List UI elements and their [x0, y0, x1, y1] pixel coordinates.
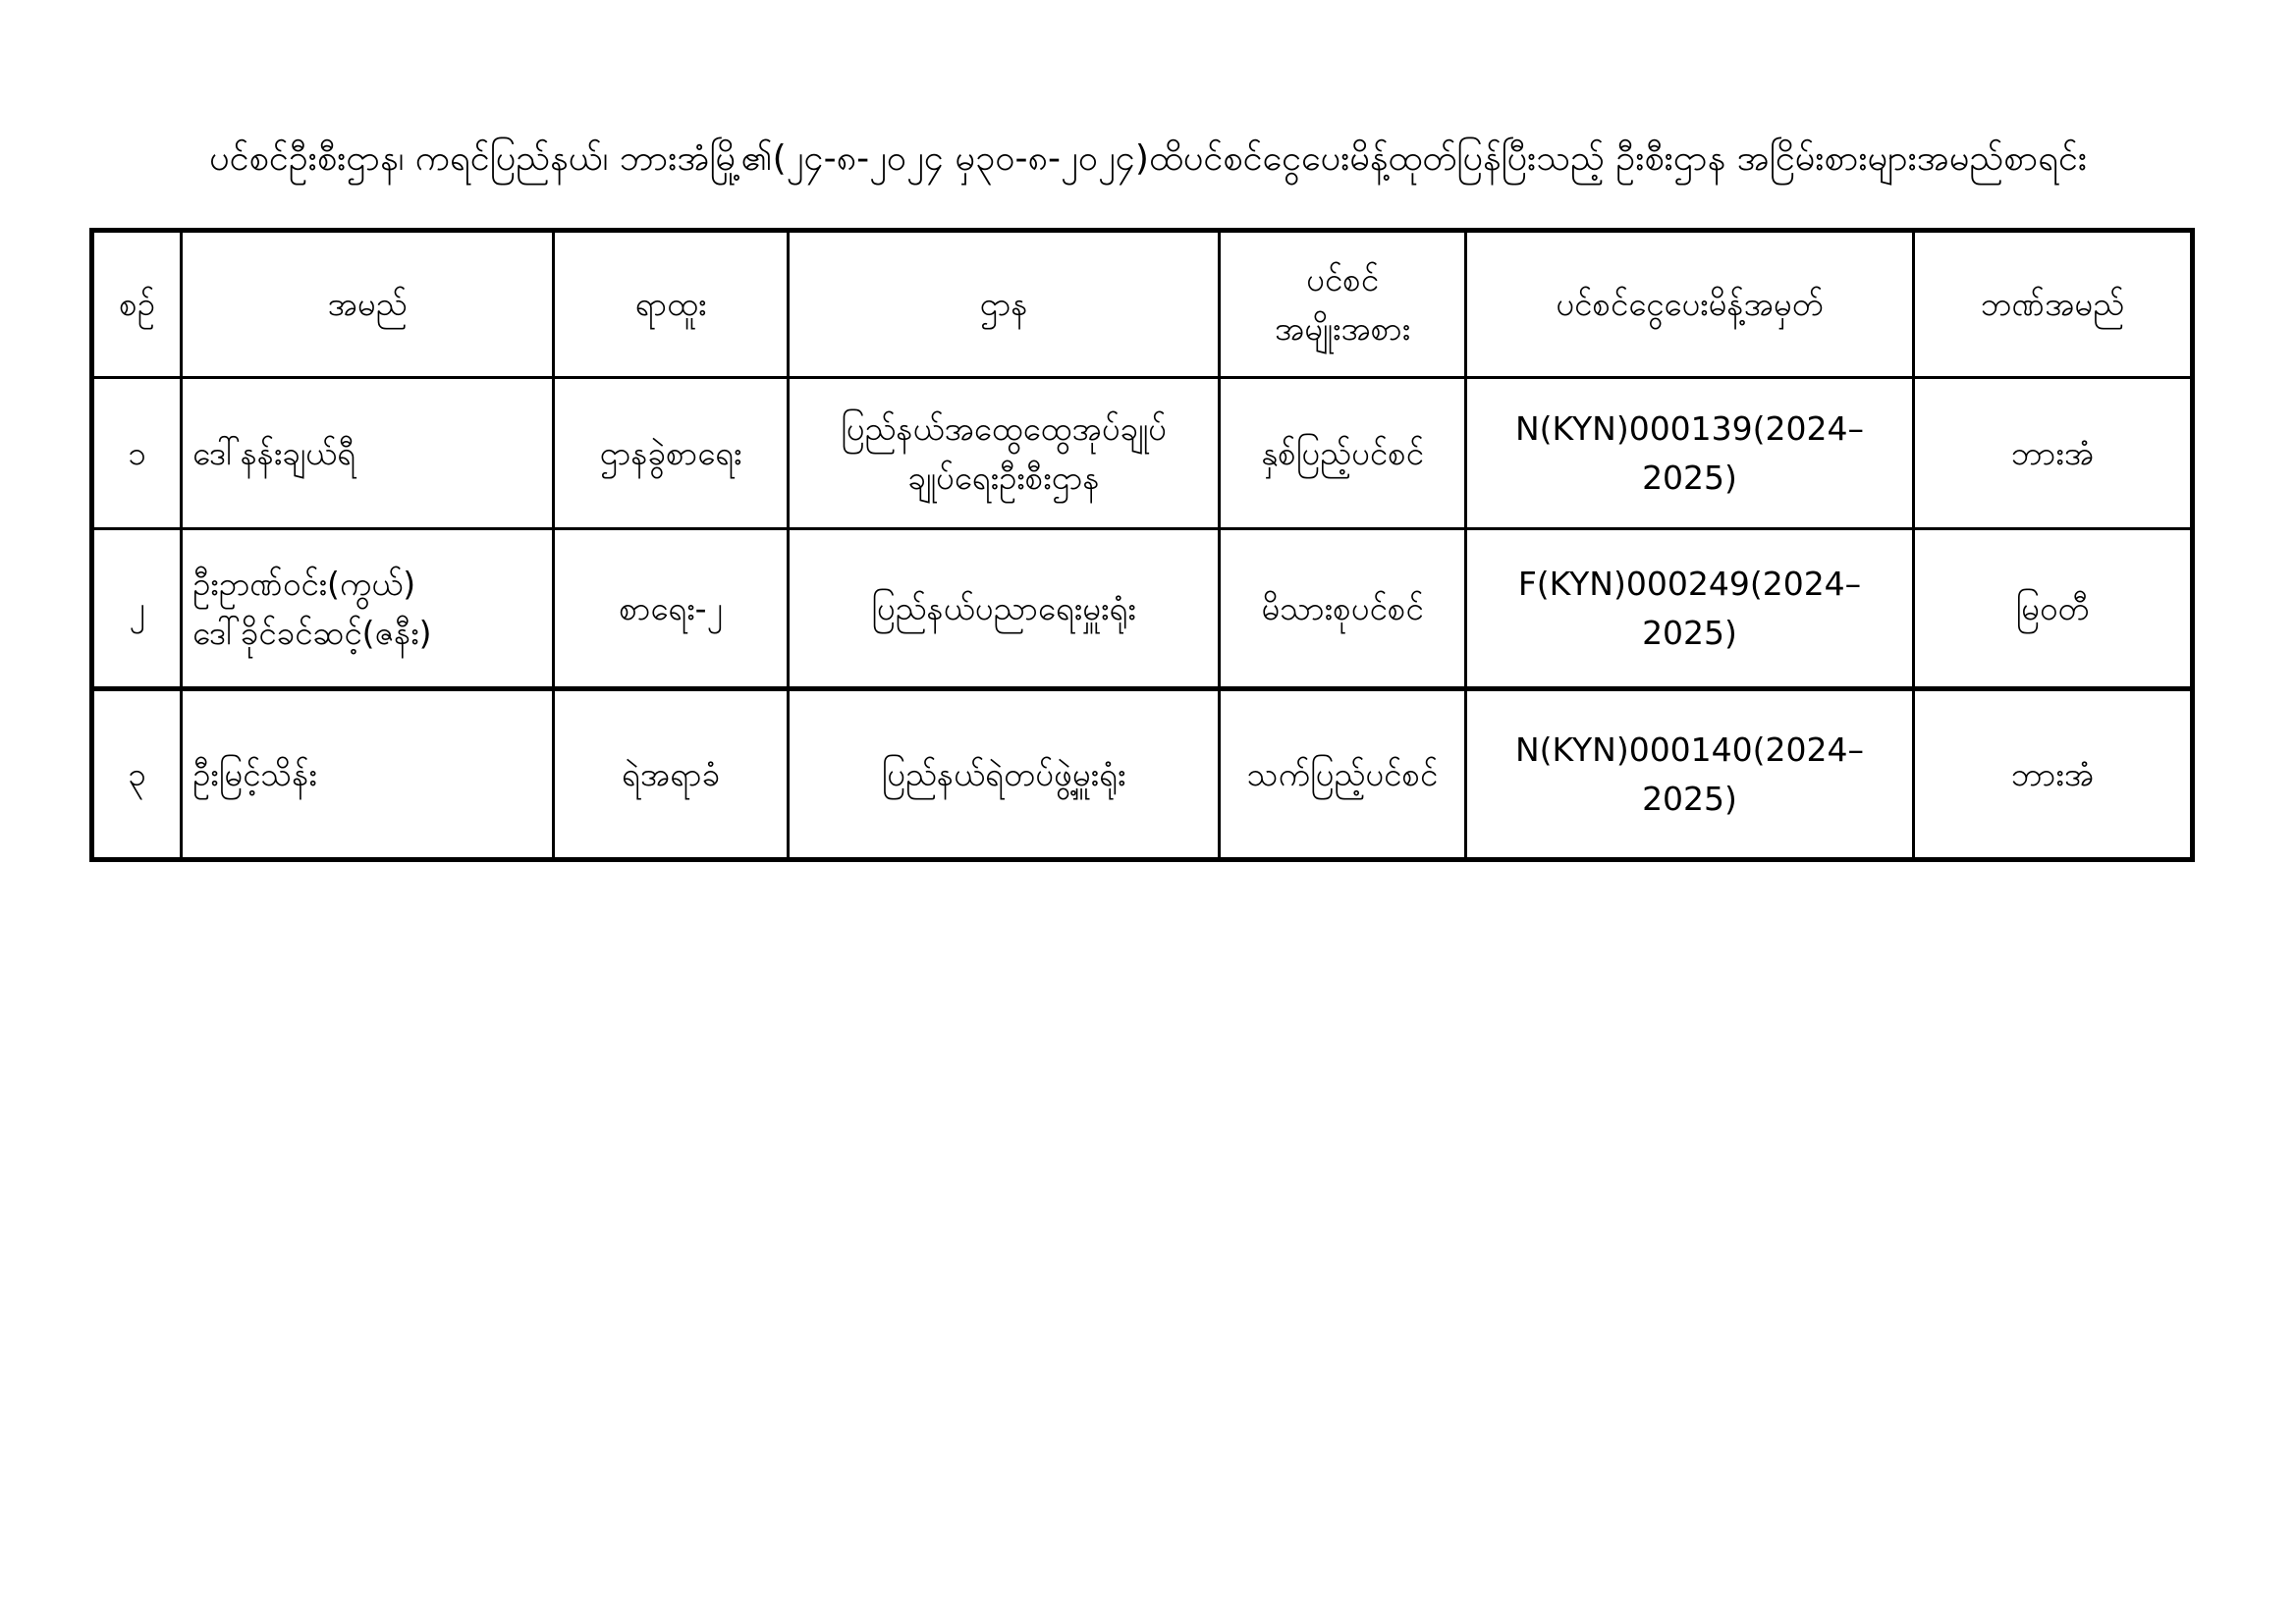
- cell-serial: ၂: [92, 529, 182, 689]
- cell-name-line1: ဦးဥာဏ်ဝင်း(ကွယ်): [192, 564, 416, 603]
- col-rank-header: ရာထူး: [554, 231, 789, 378]
- table-body: [92, 378, 2193, 860]
- cell-pension-type: မိသားစုပင်စင်: [1220, 529, 1466, 689]
- cell-name: [182, 378, 554, 529]
- col-pension-type-header-line2: အမျိုးအစား: [1274, 309, 1411, 348]
- cell-treasury: ဘားအံ: [1914, 689, 2193, 860]
- header-row: [92, 231, 2193, 378]
- cell-name: [182, 529, 554, 689]
- cell-name: [182, 689, 554, 860]
- cell-department: [789, 378, 1220, 529]
- cell-rank: စာရေး-၂: [554, 529, 789, 689]
- cell-order-no: N(KYN)000139(2024–2025): [1466, 378, 1914, 529]
- table-row: [92, 378, 2193, 529]
- cell-name-line1: ဒေါ်နန်းချယ်ရီ: [192, 433, 356, 472]
- cell-serial: ၁: [92, 378, 182, 529]
- cell-name-line2: ဒေါ်ခိုင်ခင်ဆင့်(ဇနီး): [192, 613, 432, 652]
- col-department-header: ဌာန: [789, 231, 1220, 378]
- cell-order-no: F(KYN)000249(2024–2025): [1466, 529, 1914, 689]
- cell-department-line2: ချုပ်ရေးဦးစီးဌာန: [907, 458, 1100, 497]
- cell-pension-type: နှစ်ပြည့်ပင်စင်: [1220, 378, 1466, 529]
- col-order-no-header: ပင်စင်ငွေပေးမိန့်အမှတ်: [1466, 231, 1914, 378]
- col-pension-type-header: [1220, 231, 1466, 378]
- col-treasury-header: ဘဏ်အမည်: [1914, 231, 2193, 378]
- table-row: [92, 529, 2193, 689]
- page-title: ပင်စင်ဦးစီးဌာန၊ ကရင်ပြည်နယ်၊ ဘားအံမြို့၏(၂၄-၈-၂၀၂၄ မှ၃၀-၈-၂၀၂၄)ထိပင်စင်ငွေပေးမိန့်ထုတ်ပြန်ပြီးသည့် ဦးစီးဌာန အငြိမ်းစားများအမည်စာရင်း: [208, 138, 2088, 179]
- cell-pension-type: သက်ပြည့်ပင်စင်: [1220, 689, 1466, 860]
- cell-treasury: မြဝတီ: [1914, 529, 2193, 689]
- cell-rank: ရဲအရာခံ: [554, 689, 789, 860]
- cell-department-line1: ပြည်နယ်ပညာရေးမှူးရုံး: [871, 588, 1136, 627]
- cell-department: [789, 529, 1220, 689]
- cell-treasury: ဘားအံ: [1914, 378, 2193, 529]
- col-pension-type-header-line1: ပင်စင်: [1306, 260, 1379, 298]
- cell-department-line1: ပြည်နယ်အထွေထွေအုပ်ချုပ်: [841, 408, 1167, 448]
- cell-rank: ဌာနခွဲစာရေး: [554, 378, 789, 529]
- cell-serial: ၃: [92, 689, 182, 860]
- col-serial-header: စဉ်: [92, 231, 182, 378]
- cell-order-no: N(KYN)000140(2024–2025): [1466, 689, 1914, 860]
- cell-department: [789, 689, 1220, 860]
- cell-department-line1: ပြည်နယ်ရဲတပ်ဖွဲ့မှူးရုံး: [881, 754, 1126, 793]
- cell-name-line1: ဦးမြင့်သိန်း: [192, 754, 317, 793]
- table-row: [92, 689, 2193, 860]
- table-header: [92, 231, 2193, 378]
- col-name-header: အမည်: [182, 231, 554, 378]
- pension-roster-table: [89, 228, 2195, 862]
